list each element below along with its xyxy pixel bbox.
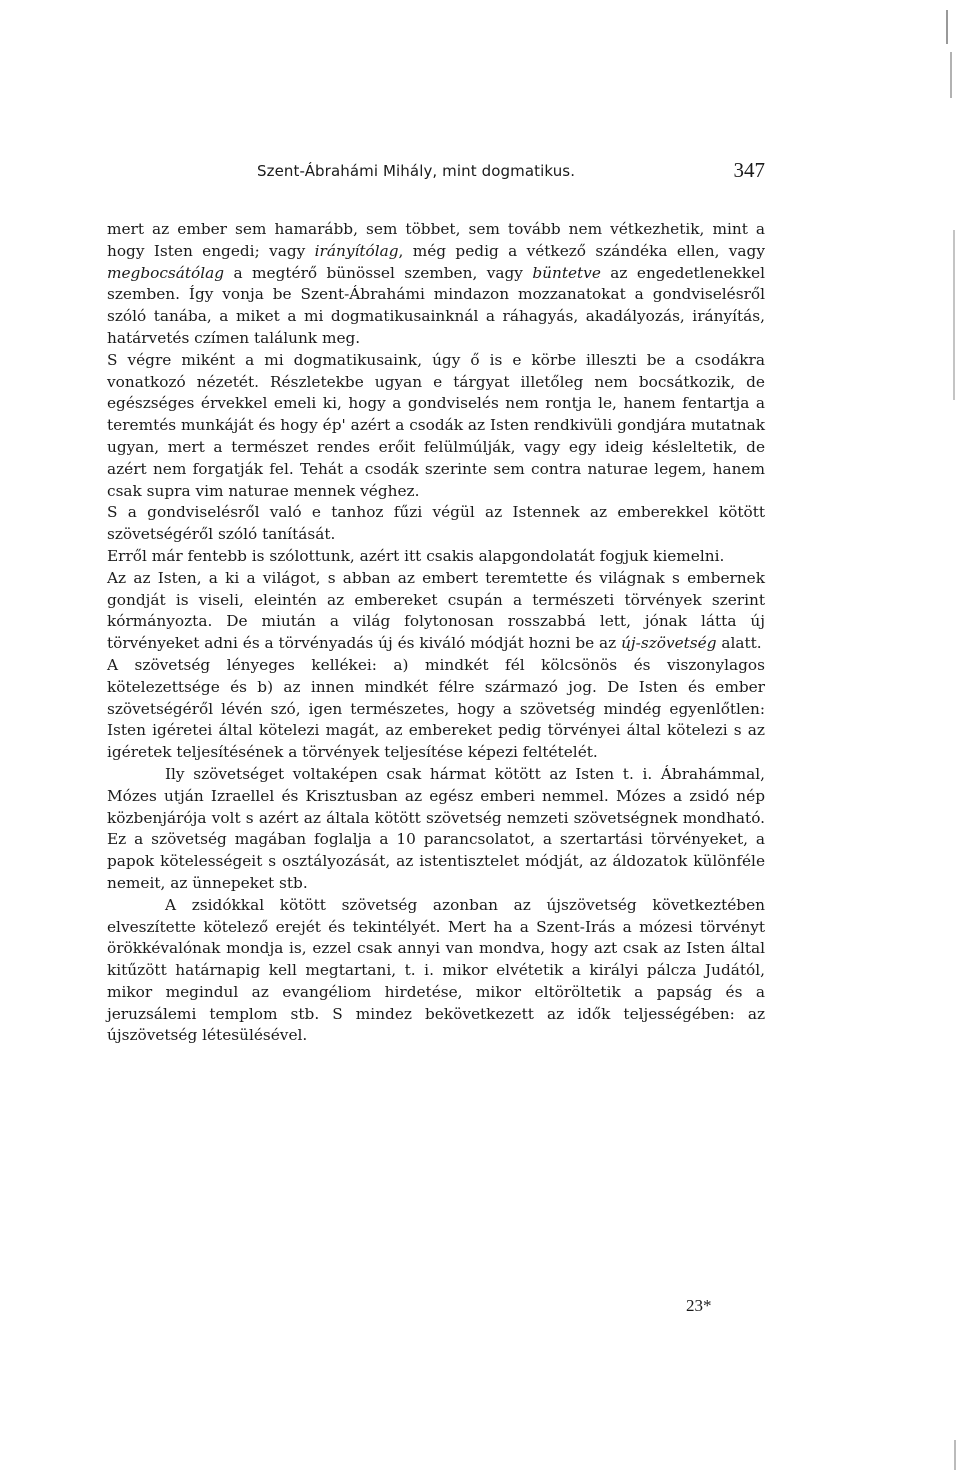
text-run: mert az ember sem hamarább, sem többet, sem tovább nem vétkezhetik, mint a hogy Isten engedi; vagy xyxy=(107,220,765,260)
page-number: 347 xyxy=(733,158,765,182)
paragraph xyxy=(107,502,765,546)
signature-mark: 23* xyxy=(686,1296,712,1315)
italic-term: irányítólag xyxy=(314,241,399,260)
text-run: S végre miként a mi dogmatikusaink, úgy ő is e körbe illeszti be a csodákra vonatkozó nézetét. Részletekbe ugyan e tárgyat illetőleg nem bocsátkozik, de egészséges érvekkel emeli ki, hogy a gondviselés nem rontja le, hanem fentartja a teremtés munkáját és hogy ép' azért a csodák az Isten rendkivüli gondjára mutatnak ugyan, mert a természet rendes erőit felülmúlják, vagy egy ideig késleltetik, de azért nem forgatják fel. Tehát a csodák szerinte sem contra naturae legem, hanem csak supra vim naturae mennek véghez. xyxy=(107,350,765,500)
running-head xyxy=(107,158,765,190)
italic-term: büntetve xyxy=(532,263,601,282)
paragraph xyxy=(107,655,765,764)
text-run: Ily szövetséget voltaképen csak hármat kötött az Isten t. i. Ábrahámmal, Mózes utján Izraellel és Krisztusban az egész emberi nemmel. Mózes a zsidó nép közbenjárója volt s azért az általa kötött szövetség nemzeti szövetségnek mondható. Ez a szövetség magában foglalja a 10 parancsolatot, a szertartási törvényeket, a papok kötelességeit s osztályozását, az istentisztelet módját, az áldozatok különféle nemeit, az ünnepeket stb. xyxy=(107,764,765,892)
scan-edge-mark xyxy=(950,52,952,98)
paragraph xyxy=(107,764,765,895)
text-run: Erről már fentebb is szólottunk, azért itt csakis alapgondolatát fogjuk kiemelni. xyxy=(107,546,725,565)
text-run: , még pedig a vétkező szándéka ellen, vagy xyxy=(398,241,765,260)
running-title: Szent-Ábrahámi Mihály, mint dogmatikus. xyxy=(257,162,576,180)
body-text xyxy=(107,219,765,1047)
scan-edge-mark xyxy=(953,230,955,400)
text-run: az engedetlenekkel szemben. Így vonja be Szent-Ábrahámi mindazon mozzanatokat a gondviselésről szóló tanába, a miket a mi dogmatikusainknál a ráhagyás, akadályozás, irányítás, határvetés czímen találunk meg. xyxy=(107,263,765,347)
paragraph xyxy=(107,546,765,568)
scan-edge-mark xyxy=(954,1440,956,1470)
scan-edge-mark xyxy=(946,10,948,44)
paragraph xyxy=(107,219,765,350)
paragraph xyxy=(107,568,765,655)
text-run: A zsidókkal kötött szövetség azonban az újszövetség következtében elveszítette kötelező erejét és tekintélyét. Mert ha a Szent-Irás a mózesi törvényt örökkévalónak mondja is, ezzel csak annyi van mondva, hogy azt csak az Isten által kitűzött határnapig kell megtartani, t. i. mikor elvétetik a királyi pálcza Judától, mikor megindul az evangéliom hirdetése, mikor eltöröltetik a papság és a jeruzsálemi templom stb. S mindez bekövetkezett az idők teljességében: az újszövetség létesülésével. xyxy=(107,895,765,1045)
paragraph xyxy=(107,350,765,503)
paragraph xyxy=(107,895,765,1048)
italic-term: megbocsátólag xyxy=(107,263,225,282)
text-run: S a gondviselésről való e tanhoz fűzi végül az Istennek az emberekkel kötött szövetségéről szóló tanítását. xyxy=(107,503,765,544)
text-run: Az az Isten, a ki a világot, s abban az embert teremtette és világnak s embernek gondját is viseli, eleintén az embereket csupán a természeti törvények szerint kórmányozta. De miután a világ folytonosan rosszabbá lett, jónak látta új törvényeket adni és a törvényadás új és kiváló módját hozni be az xyxy=(107,568,765,653)
italic-term: új-szövetség xyxy=(621,634,717,653)
text-run: alatt. xyxy=(716,634,762,653)
text-run: A szövetség lényeges kellékei: a) mindkét fél kölcsönös és viszonylagos kötelezettsége és b) az innen mindkét félre származó jog. De Isten és ember szövetségéről lévén szó, igen természetes, hogy a szövetség mindég egyenlőtlen: Isten igéretei által kötelezi magát, az embereket pedig törvényei által kötelezi s az igéretek teljesítésének a törvények teljesítése képezi feltételét. xyxy=(107,655,765,762)
text-run: a megtérő bünössel szemben, vagy xyxy=(224,263,533,282)
